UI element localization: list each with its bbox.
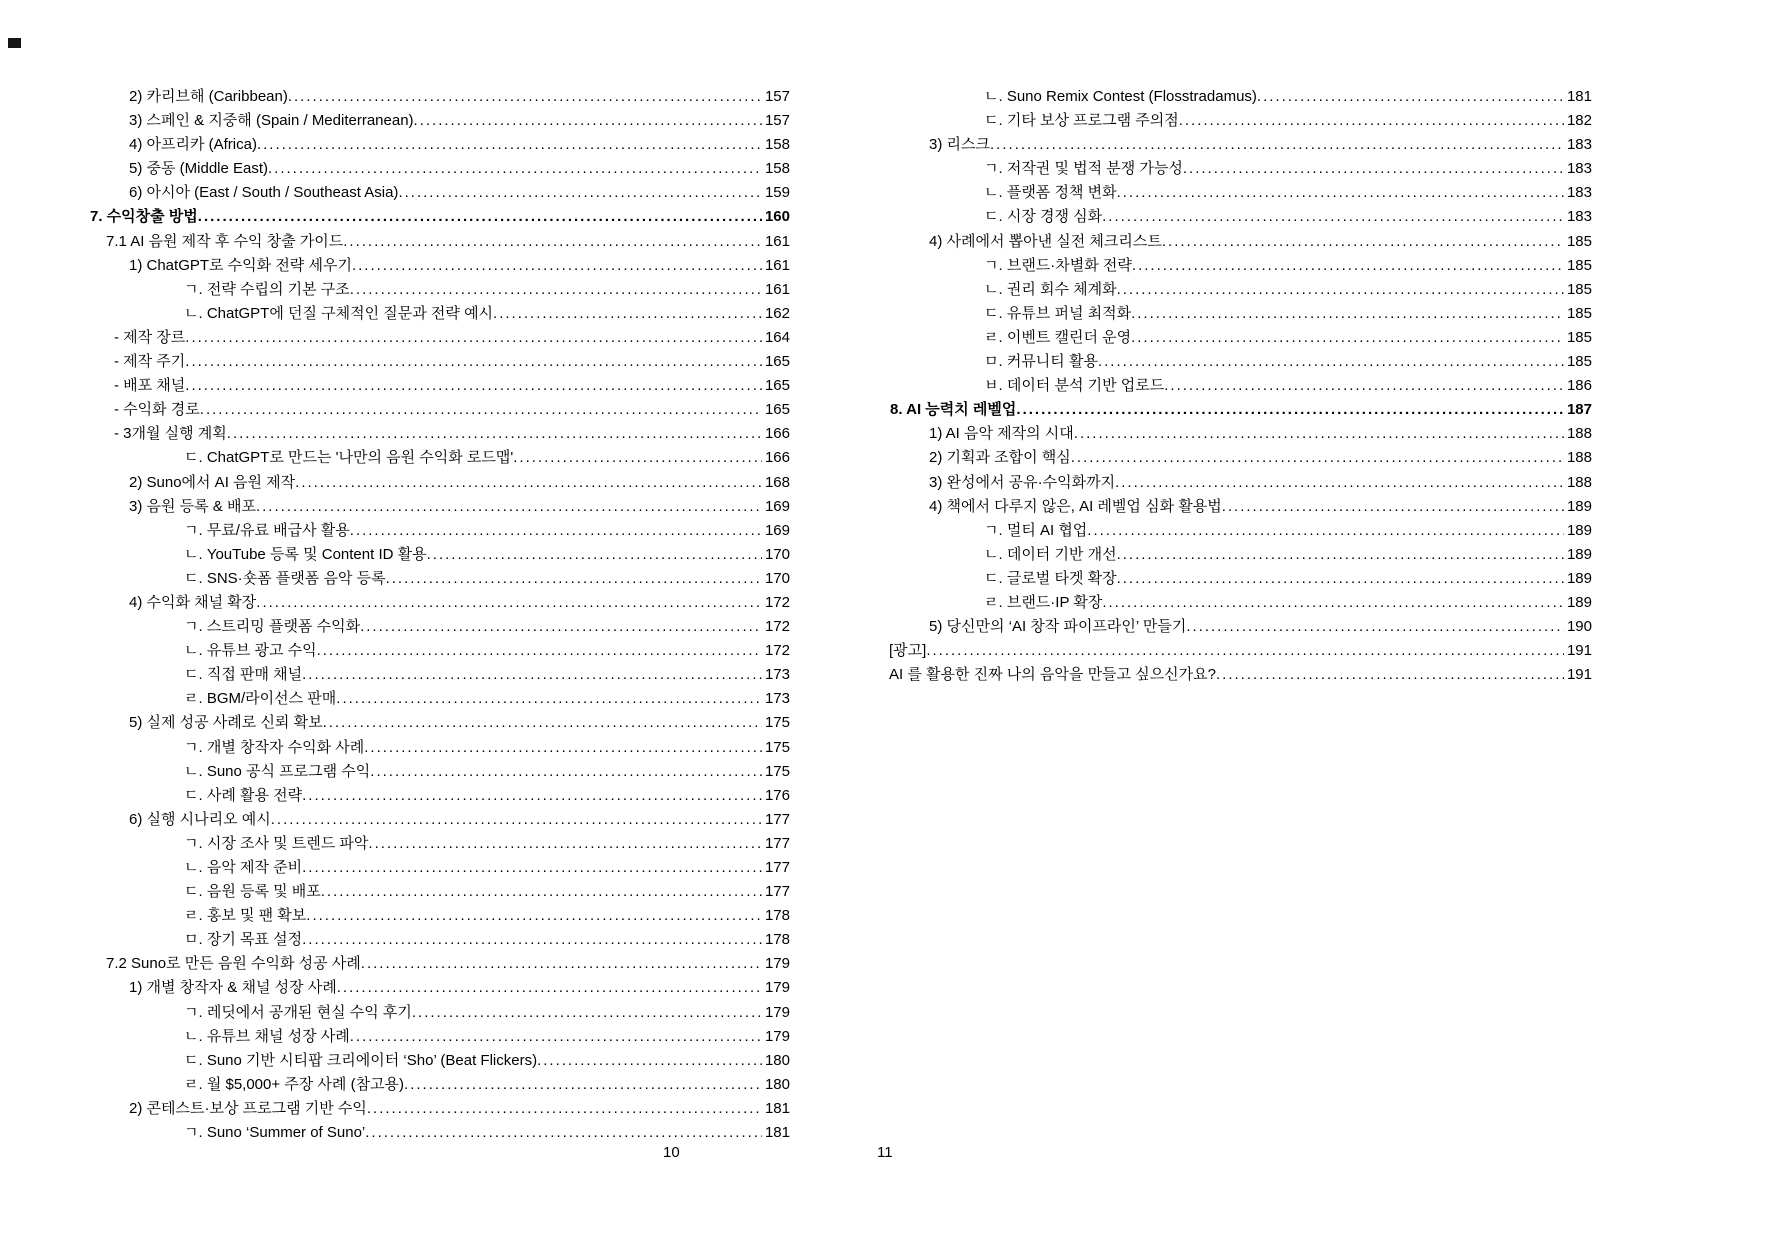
toc-entry-page: 162 (764, 304, 790, 322)
toc-entry-title: 3) 스페인 & 지중해 (Spain / Mediterranean) (129, 112, 414, 130)
toc-entry-page: 189 (1566, 569, 1592, 587)
toc-entry-page: 165 (764, 377, 790, 395)
dot-leader (185, 350, 762, 374)
toc-entry-page: 187 (1566, 401, 1592, 419)
toc-entry-title: 5) 당신만의 ‘AI 창작 파이프라인’ 만들기 (929, 618, 1187, 636)
toc-entry-page: 159 (764, 184, 790, 202)
toc-entry-title: ㄷ. 기타 보상 프로그램 주의점 (984, 112, 1179, 130)
toc-entry-page: 172 (764, 593, 790, 611)
toc-entry (82, 254, 790, 278)
toc-entry-title: 3) 음원 등록 & 배포 (129, 497, 256, 515)
toc-entry-page: 183 (1566, 208, 1592, 226)
dot-leader (1071, 446, 1564, 470)
toc-entry-page: 191 (1566, 642, 1592, 660)
dot-leader (1131, 302, 1564, 326)
toc-entry-title: 8. AI 능력치 레벨업 (890, 401, 1017, 419)
toc-entry-page: 177 (764, 859, 790, 876)
dot-leader (302, 663, 762, 687)
toc-entry (82, 615, 790, 639)
toc-entry (82, 157, 790, 181)
toc-entry (82, 832, 790, 856)
toc-entry-title: ㄴ. ChatGPT에 던질 구체적인 질문과 전략 예시 (184, 304, 494, 322)
toc-entry-title: ㄴ. 권리 회수 체계화 (984, 280, 1117, 298)
toc-entry-title: 3) 리스크 (929, 136, 990, 154)
dot-leader (1098, 350, 1564, 374)
dot-leader (1164, 374, 1564, 398)
dot-leader (352, 254, 762, 278)
toc-entry-page: 189 (1566, 593, 1592, 611)
dot-leader (302, 928, 762, 952)
toc-entry-page: 176 (764, 786, 790, 804)
toc-entry-page: 181 (764, 1124, 790, 1142)
toc-entry (882, 567, 1592, 591)
toc-entry-page: 172 (764, 642, 790, 660)
toc-entry-title: 7.1 AI 음원 제작 후 수익 창출 가이드 (106, 232, 344, 250)
dot-leader (271, 808, 762, 832)
dot-leader (288, 85, 762, 109)
toc-entry-page: 175 (764, 714, 790, 732)
footer-page-number: 11 (877, 1144, 893, 1161)
dot-leader (398, 181, 762, 205)
toc-entry-title: 1) 개별 창작자 & 채널 성장 사례 (129, 979, 337, 997)
toc-entry-title: ㄷ. 직접 판매 채널 (184, 666, 303, 684)
dot-leader (321, 880, 762, 904)
toc-entry (882, 157, 1592, 181)
toc-page-right (882, 85, 1592, 687)
dot-leader (256, 495, 762, 519)
dot-leader (185, 374, 762, 398)
dot-leader (414, 109, 762, 133)
dot-leader (1186, 615, 1564, 639)
toc-entry-title: - 수익화 경로 (114, 401, 200, 419)
toc-entry-page: 175 (764, 738, 790, 756)
dot-leader (1131, 326, 1564, 350)
dot-leader (386, 567, 762, 591)
toc-entry (82, 205, 790, 229)
toc-entry (882, 278, 1592, 302)
toc-entry (82, 687, 790, 711)
toc-entry (82, 567, 790, 591)
toc-entry-page: 173 (764, 666, 790, 684)
toc-entry-title: 6) 아시아 (East / South / Southeast Asia) (129, 184, 399, 202)
toc-entry-title: ㄴ. 데이터 기반 개선 (984, 545, 1117, 563)
toc-entry (82, 663, 790, 687)
dot-leader (364, 736, 762, 760)
dot-leader (1183, 157, 1564, 181)
dot-leader (990, 133, 1564, 157)
toc-entry (882, 422, 1592, 446)
toc-entry-page: 180 (764, 1051, 790, 1069)
toc-entry (82, 302, 790, 326)
dot-leader (317, 639, 762, 663)
toc-entry (82, 495, 790, 519)
toc-entry-page: 177 (764, 834, 790, 852)
toc-entry-page: 185 (1566, 304, 1592, 322)
toc-entry (82, 856, 790, 880)
toc-entry-title: - 배포 채널 (114, 377, 186, 395)
dot-leader (1179, 109, 1564, 133)
toc-entry-title: ㄷ. ChatGPT로 만드는 '나만의 음원 수익화 로드맵' (184, 449, 514, 467)
dot-leader (295, 471, 762, 495)
toc-entry (82, 711, 790, 735)
toc-entry-page: 158 (764, 136, 790, 154)
toc-entry-title: 7.2 Suno로 만든 음원 수익화 성공 사례 (106, 955, 361, 973)
toc-entry-page: 175 (764, 762, 790, 780)
toc-entry (82, 760, 790, 784)
toc-entry-title: ㄴ. Suno 공식 프로그램 수익 (184, 762, 371, 780)
toc-entry-title: ㄷ. Suno 기반 시티팝 크리에이터 ‘Sho’ (Beat Flickers) (184, 1051, 538, 1069)
toc-entry-title: ㄴ. Suno Remix Contest (Flosstradamus) (984, 88, 1257, 105)
dot-leader (306, 904, 762, 928)
dot-leader (1222, 495, 1564, 519)
dot-leader (227, 422, 762, 446)
toc-entry (82, 133, 790, 157)
toc-entry (882, 495, 1592, 519)
toc-entry-page: 157 (764, 88, 790, 105)
toc-entry (882, 639, 1592, 663)
toc-entry-title: ㄹ. BGM/라이선스 판매 (184, 690, 337, 708)
dot-leader (493, 302, 762, 326)
toc-entry (82, 398, 790, 422)
toc-entry-title: ㄱ. 저작권 및 법적 분쟁 가능성 (984, 160, 1183, 178)
toc-entry-title: 4) 책에서 다루지 않은, AI 레벨업 심화 활용법 (929, 497, 1222, 515)
toc-entry-title: ㄴ. 음악 제작 준비 (184, 859, 303, 876)
toc-entry-title: 2) 카리브해 (Caribbean) (129, 88, 288, 105)
toc-entry-title: ㄱ. 무료/유료 배급사 활용 (184, 521, 350, 539)
toc-entry-page: 185 (1566, 328, 1592, 346)
toc-entry (882, 471, 1592, 495)
toc-entry-title: ㄱ. Suno ‘Summer of Suno’ (184, 1124, 366, 1142)
toc-entry-title: - 3개월 실행 계획 (114, 425, 227, 443)
toc-entry-title: ㄹ. 홍보 및 팬 확보 (184, 907, 307, 925)
toc-entry-title: ㄷ. 글로벌 타겟 확장 (984, 569, 1117, 587)
dot-leader (1216, 663, 1564, 687)
dot-leader (323, 711, 762, 735)
toc-entry (82, 350, 790, 374)
toc-entry-page: 165 (764, 401, 790, 419)
toc-entry (82, 1073, 790, 1097)
toc-entry (882, 109, 1592, 133)
toc-entry (82, 181, 790, 205)
toc-entry-title: ㄷ. 음원 등록 및 배포 (184, 883, 321, 901)
toc-entry (882, 446, 1592, 470)
dot-leader (1117, 567, 1564, 591)
toc-entry-page: 185 (1566, 280, 1592, 298)
toc-entry-page: 177 (764, 810, 790, 828)
toc-entry (82, 446, 790, 470)
toc-entry-title: ㄴ. 유튜브 광고 수익 (184, 642, 317, 660)
toc-entry-title: ㄱ. 레딧에서 공개된 현실 수익 후기 (184, 1003, 412, 1021)
toc-entry (82, 543, 790, 567)
toc-entry (82, 471, 790, 495)
toc-entry (882, 205, 1592, 229)
toc-entry-page: 165 (764, 353, 790, 371)
dot-leader (256, 591, 762, 615)
toc-entry-title: 2) 콘테스트·보상 프로그램 기반 수익 (129, 1099, 367, 1117)
dot-leader (360, 615, 762, 639)
footer-page-number: 10 (663, 1144, 680, 1161)
toc-entry-page: 179 (764, 1027, 790, 1045)
toc-entry (882, 85, 1592, 109)
dot-leader (513, 446, 762, 470)
toc-entry-title: ㄷ. SNS·숏폼 플랫폼 음악 등록 (184, 569, 386, 587)
toc-entry-page: 181 (1566, 88, 1592, 105)
toc-entry-title: - 제작 주기 (114, 353, 186, 371)
dot-leader (427, 543, 762, 567)
dot-leader (302, 856, 762, 880)
toc-entry-page: 170 (764, 569, 790, 587)
dot-leader (336, 687, 762, 711)
toc-entry-page: 188 (1566, 425, 1592, 443)
dot-leader (361, 952, 762, 976)
toc-entry-title: ㄷ. 시장 경쟁 심화 (984, 208, 1103, 226)
toc-entry-page: 183 (1566, 160, 1592, 178)
toc-entry-title: 1) ChatGPT로 수익화 전략 세우기 (129, 256, 352, 274)
toc-entry-title: 4) 사례에서 뽑아낸 실전 체크리스트 (929, 232, 1162, 250)
toc-entry-page: 189 (1566, 497, 1592, 515)
toc-entry-title: ㄱ. 전략 수립의 기본 구조 (184, 280, 350, 298)
toc-entry-title: ㄴ. 유튜브 채널 성장 사례 (184, 1027, 350, 1045)
toc-entry-page: 160 (764, 208, 790, 226)
toc-entry-title: ㄹ. 월 $5,000+ 주장 사례 (참고용) (184, 1075, 405, 1093)
toc-entry (82, 278, 790, 302)
toc-entry-page: 161 (764, 256, 790, 274)
toc-entry-title: ㄱ. 스트리밍 플랫폼 수익화 (184, 618, 361, 636)
dot-leader (343, 230, 762, 254)
toc-entry-title: ㄱ. 멀티 AI 협업 (984, 521, 1088, 539)
toc-entry (882, 181, 1592, 205)
dot-leader (268, 157, 762, 181)
dot-leader (1117, 181, 1564, 205)
toc-entry (882, 519, 1592, 543)
dot-leader (537, 1049, 762, 1073)
toc-entry-title: ㄴ. 플랫폼 정책 변화 (984, 184, 1117, 202)
toc-entry-page: 185 (1566, 353, 1592, 371)
dot-leader (367, 1097, 762, 1121)
toc-entry (82, 904, 790, 928)
toc-entry (82, 591, 790, 615)
dot-leader (198, 205, 762, 229)
toc-entry (82, 1001, 790, 1025)
dot-leader (412, 1001, 762, 1025)
toc-entry-page: 169 (764, 521, 790, 539)
toc-entry (82, 519, 790, 543)
toc-entry-page: 169 (764, 497, 790, 515)
toc-entry-page: 185 (1566, 256, 1592, 274)
toc-entry-page: 191 (1566, 666, 1592, 684)
dot-leader (1117, 543, 1564, 567)
toc-entry (82, 109, 790, 133)
toc-entry-page: 166 (764, 449, 790, 467)
dot-leader (200, 398, 762, 422)
toc-entry-page: 161 (764, 232, 790, 250)
toc-entry-page: 180 (764, 1075, 790, 1093)
toc-entry-title: 2) Suno에서 AI 음원 제작 (129, 473, 296, 491)
dot-leader (350, 1025, 762, 1049)
toc-entry (882, 326, 1592, 350)
toc-entry (882, 133, 1592, 157)
dot-leader (1087, 519, 1564, 543)
toc-entry-title: 4) 아프리카 (Africa) (129, 136, 257, 154)
dot-leader (926, 639, 1564, 663)
dot-leader (1074, 422, 1564, 446)
toc-entry (882, 615, 1592, 639)
toc-entry-title: - 제작 장르 (114, 328, 186, 346)
toc-entry (82, 230, 790, 254)
toc-entry (82, 928, 790, 952)
toc-entry-page: 179 (764, 955, 790, 973)
toc-entry (882, 398, 1592, 422)
toc-entry-title: 3) 완성에서 공유·수익화까지 (929, 473, 1116, 491)
toc-entry-page: 185 (1566, 232, 1592, 250)
toc-entry-title: 1) AI 음악 제작의 시대 (929, 425, 1074, 443)
dot-leader (350, 519, 762, 543)
toc-entry-page: 177 (764, 883, 790, 901)
toc-entry-page: 173 (764, 690, 790, 708)
toc-entry (882, 302, 1592, 326)
toc-entry-page: 172 (764, 618, 790, 636)
toc-entry-page: 161 (764, 280, 790, 298)
toc-entry-page: 189 (1566, 545, 1592, 563)
toc-entry (82, 374, 790, 398)
toc-entry-page: 188 (1566, 473, 1592, 491)
dot-leader (370, 760, 762, 784)
toc-entry-page: 170 (764, 545, 790, 563)
toc-entry-title: ㄷ. 유튜브 퍼널 최적화 (984, 304, 1132, 322)
toc-entry-page: 186 (1566, 377, 1592, 395)
toc-entry (882, 254, 1592, 278)
toc-entry (82, 736, 790, 760)
dot-leader (1102, 591, 1564, 615)
toc-page-left (82, 85, 790, 1145)
scan-artifact-mark (8, 38, 21, 48)
toc-entry (882, 663, 1592, 687)
toc-entry (882, 374, 1592, 398)
toc-entry (882, 350, 1592, 374)
toc-entry-page: 178 (764, 931, 790, 949)
dot-leader (257, 133, 762, 157)
dot-leader (337, 976, 762, 1000)
dot-leader (185, 326, 762, 350)
toc-entry-page: 164 (764, 328, 790, 346)
toc-entry-title: ㄷ. 사례 활용 전략 (184, 786, 303, 804)
toc-entry-title: 6) 실행 시나리오 예시 (129, 810, 271, 828)
toc-entry (82, 326, 790, 350)
toc-entry-title: ㄴ. YouTube 등록 및 Content ID 활용 (184, 545, 427, 563)
toc-entry-page: 183 (1566, 184, 1592, 202)
toc-entry-page: 183 (1566, 136, 1592, 154)
toc-entry-page: 181 (764, 1099, 790, 1117)
dot-leader (302, 784, 762, 808)
toc-entry-title: ㄹ. 브랜드·IP 확장 (984, 593, 1103, 611)
toc-entry-title: ㄱ. 시장 조사 및 트렌드 파악 (184, 834, 369, 852)
dot-leader (1162, 230, 1564, 254)
toc-entry (82, 1121, 790, 1145)
dot-leader (1257, 85, 1564, 109)
toc-entry-title: [광고] (889, 642, 927, 660)
dot-leader (350, 278, 762, 302)
toc-entry-title: ㄹ. 이벤트 캘린더 운영 (984, 328, 1132, 346)
toc-entry-page: 188 (1566, 449, 1592, 467)
toc-entry-title: ㅂ. 데이터 분석 기반 업로드 (984, 377, 1165, 395)
toc-entry (82, 1025, 790, 1049)
toc-entry (882, 543, 1592, 567)
toc-entry-title: 7. 수익창출 방법 (90, 208, 198, 226)
dot-leader (1102, 205, 1564, 229)
toc-entry (882, 591, 1592, 615)
toc-entry (82, 952, 790, 976)
toc-entry-page: 157 (764, 112, 790, 130)
toc-entry (82, 1097, 790, 1121)
toc-entry-page: 178 (764, 907, 790, 925)
toc-entry (882, 230, 1592, 254)
toc-entry-title: ㄱ. 브랜드·차별화 전략 (984, 256, 1132, 274)
toc-entry-page: 166 (764, 425, 790, 443)
toc-entry-title: 5) 중동 (Middle East) (129, 160, 269, 178)
toc-entry-title: 5) 실제 성공 사례로 신뢰 확보 (129, 714, 323, 732)
dot-leader (1016, 398, 1564, 422)
toc-entry (82, 976, 790, 1000)
toc-entry (82, 784, 790, 808)
toc-entry-page: 189 (1566, 521, 1592, 539)
toc-entry-title: ㄱ. 개별 창작자 수익화 사례 (184, 738, 365, 756)
toc-entry-title: ㅁ. 커뮤니티 활용 (984, 353, 1098, 371)
toc-entry-title: 4) 수익화 채널 확장 (129, 593, 257, 611)
toc-entry-title: AI 를 활용한 진짜 나의 음악을 만들고 싶으신가요? (889, 666, 1216, 684)
toc-entry-page: 190 (1566, 618, 1592, 636)
toc-entry-page: 158 (764, 160, 790, 178)
dot-leader (1115, 471, 1564, 495)
dot-leader (404, 1073, 762, 1097)
toc-entry (82, 639, 790, 663)
toc-entry (82, 85, 790, 109)
dot-leader (365, 1121, 762, 1145)
dot-leader (1132, 254, 1564, 278)
toc-entry (82, 422, 790, 446)
toc-entry (82, 1049, 790, 1073)
toc-entry-page: 179 (764, 1003, 790, 1021)
dot-leader (368, 832, 762, 856)
toc-entry-title: 2) 기획과 조합이 핵심 (929, 449, 1071, 467)
dot-leader (1117, 278, 1564, 302)
toc-entry (82, 880, 790, 904)
toc-entry (82, 808, 790, 832)
toc-entry-page: 179 (764, 979, 790, 997)
toc-entry-page: 168 (764, 473, 790, 491)
toc-entry-title: ㅁ. 장기 목표 설정 (184, 931, 303, 949)
toc-entry-page: 182 (1566, 112, 1592, 130)
